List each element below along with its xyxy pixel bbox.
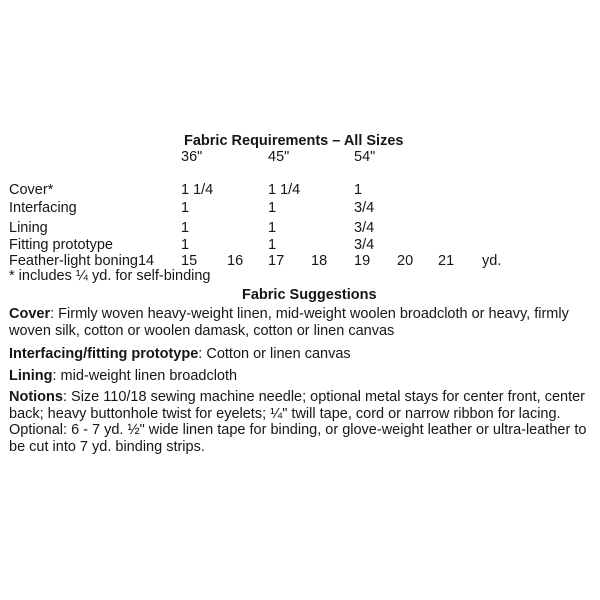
boning-value-21: 21 (438, 253, 455, 269)
cell-interfacing-45: 1 (268, 200, 277, 216)
suggestions-title: Fabric Suggestions (242, 287, 377, 303)
cell-interfacing-36: 1 (181, 200, 190, 216)
row-label-lining: Lining (9, 220, 48, 236)
boning-value-18: 18 (311, 253, 328, 269)
row-label-interfacing: Interfacing (9, 200, 77, 216)
boning-unit: yd. (482, 253, 502, 269)
cell-interfacing-54: 3/4 (354, 200, 375, 216)
suggestion-notions (9, 389, 591, 455)
suggestion-text-cover: : Firmly woven heavy-weight linen, mid-weight woolen broadcloth or heavy, firmly woven silk, cotton or woolen damask, cotton or linen canvas (9, 306, 569, 339)
width-header-45: 45" (268, 149, 290, 165)
cell-fitting-36: 1 (181, 237, 190, 253)
suggestion-text-notions: : Size 110/18 sewing machine needle; optional metal stays for center front, center back; heavy buttonhole twist for eyelets; ¼" twill tape, cord or narrow ribbon for lacing. Optional: 6 - 7 yd. ½" wide linen tape for binding, or glove-weight leather or ultra-leather to be cut into 7 yd. binding strips. (9, 389, 587, 455)
boning-value-15: 15 (181, 253, 198, 269)
suggestion-cover (9, 306, 591, 339)
suggestion-label-lining: Lining (9, 368, 53, 384)
cell-lining-54: 3/4 (354, 220, 375, 236)
row-label-fitting-prototype: Fitting prototype (9, 237, 113, 253)
boning-value-14: 14 (137, 253, 155, 269)
cell-fitting-45: 1 (268, 237, 277, 253)
row-label-cover: Cover* (9, 182, 54, 198)
suggestion-lining (9, 368, 591, 385)
boning-value-17: 17 (268, 253, 285, 269)
cell-lining-45: 1 (268, 220, 277, 236)
suggestion-text-lining: : mid-weight linen broadcloth (52, 368, 238, 384)
footnote: * includes ¼ yd. for self-binding (9, 268, 211, 284)
boning-value-19: 19 (354, 253, 371, 269)
boning-value-20: 20 (397, 253, 414, 269)
boning-value-16: 16 (227, 253, 244, 269)
suggestion-label-notions: Notions (9, 389, 63, 405)
suggestion-text-interfacing: : Cotton or linen canvas (198, 346, 351, 362)
width-header-54: 54" (354, 149, 376, 165)
requirements-title: Fabric Requirements – All Sizes (184, 133, 404, 149)
cell-fitting-54: 3/4 (354, 237, 375, 253)
suggestion-label-interfacing: Interfacing/fitting prototype (9, 346, 199, 362)
row-label-boning: Feather-light boning14 (9, 253, 155, 269)
width-header-36: 36" (181, 149, 203, 165)
cell-lining-36: 1 (181, 220, 190, 236)
suggestion-interfacing (9, 346, 591, 363)
cell-cover-36: 1 1/4 (181, 182, 214, 198)
cell-cover-54: 1 (354, 182, 363, 198)
cell-cover-45: 1 1/4 (268, 182, 301, 198)
suggestion-label-cover: Cover (9, 306, 51, 322)
